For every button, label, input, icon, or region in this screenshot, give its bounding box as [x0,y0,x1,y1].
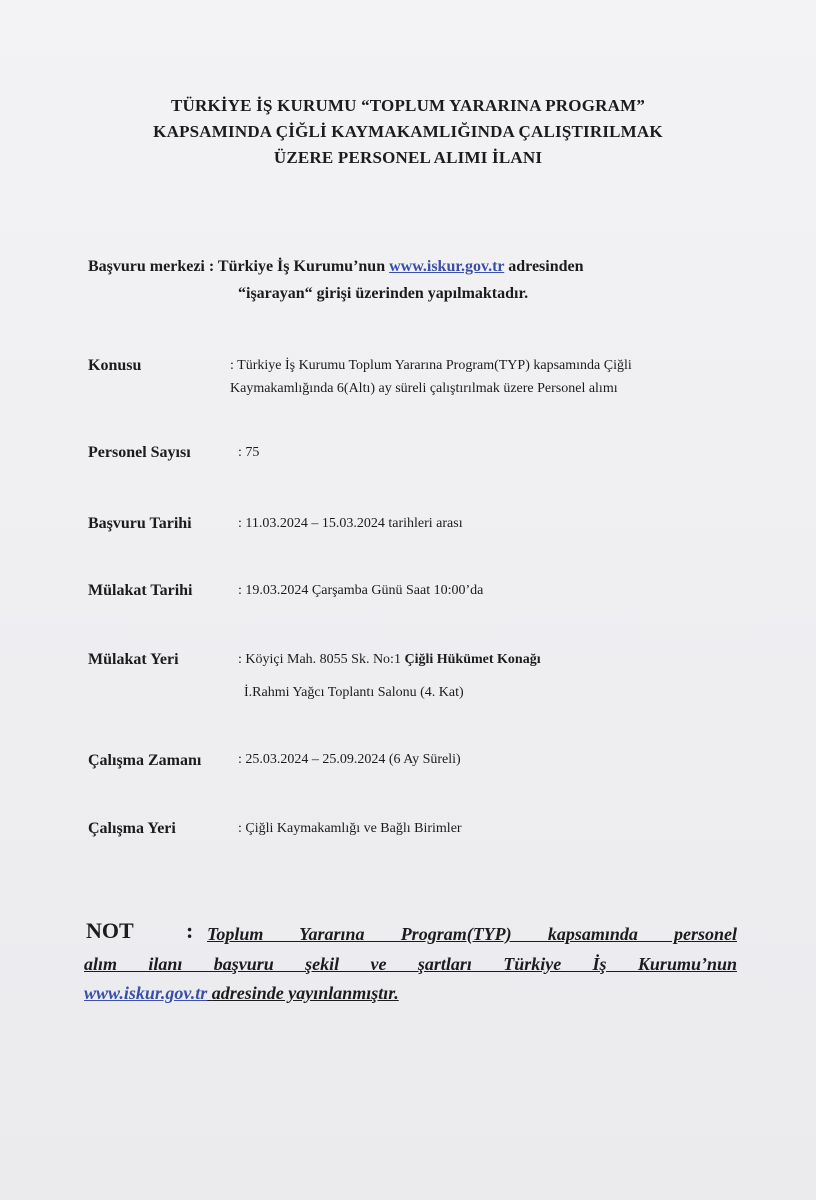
work-period-label: Çalışma Zamanı [88,752,202,769]
application-center-text: Türkiye İş Kurumu’nun [217,258,386,275]
note-iskur-link[interactable]: www.iskur.gov.tr [84,983,208,1003]
subject-value-line-2: Kaymakamlığında 6(Altı) ay süreli çalıştırılmak üzere Personel alımı [230,381,618,396]
title-line-3: ÜZERE PERSONEL ALIMI İLANI [273,148,543,167]
interview-date-label: Mülakat Tarihi [88,582,193,599]
work-place-label: Çalışma Yeri [88,820,176,837]
note-line-3-text: adresinde yayınlanmıştır. [211,983,399,1003]
subject-value-line-1: : Türkiye İş Kurumu Toplum Yararına Program(TYP) kapsamında Çiğli [230,358,632,373]
iskur-link[interactable]: www.iskur.gov.tr [389,258,505,275]
application-center-label: Başvuru merkezi : [88,258,215,275]
personnel-count-value: : 75 [238,445,260,460]
note-colon: : [186,918,194,943]
note-line-2: alım ilanı başvuru şekil ve şartları Türkiye İş Kurumu’nun [84,954,737,974]
interview-place-value-line-1 [238,652,541,668]
work-place-value: : Çiğli Kaymakamlığı ve Bağlı Birimler [238,821,462,836]
title-line-1: TÜRKİYE İŞ KURUMU “TOPLUM YARARINA PROGRAM” [170,96,646,115]
interview-place-label: Mülakat Yeri [88,651,179,668]
application-date-value: : 11.03.2024 – 15.03.2024 tarihleri arası [238,516,463,531]
application-date-label: Başvuru Tarihi [88,515,192,532]
application-center-line-2: “işarayan“ girişi üzerinden yapılmaktadır. [238,285,529,302]
note-label: NOT [86,918,134,943]
interview-place-building: Çiğli Hükümet Konağı [404,652,541,667]
note-line-1: Toplum Yararına Program(TYP) kapsamında personel [207,924,737,944]
personnel-count-label: Personel Sayısı [88,444,191,461]
title-line-2: KAPSAMINDA ÇİĞLİ KAYMAKAMLIĞINDA ÇALIŞTIRILMAK [153,122,663,141]
note-line-3 [84,983,399,1004]
subject-label: Konusu [88,357,142,374]
interview-place-value-line-2: İ.Rahmi Yağcı Toplantı Salonu (4. Kat) [244,685,464,700]
application-center-line-1 [88,258,584,276]
application-center-suffix: adresinden [508,258,584,275]
work-period-value: : 25.03.2024 – 25.09.2024 (6 Ay Süreli) [238,752,461,767]
interview-place-address: : Köyiçi Mah. 8055 Sk. No:1 [238,652,401,667]
interview-date-value: : 19.03.2024 Çarşamba Günü Saat 10:00’da [238,583,484,598]
